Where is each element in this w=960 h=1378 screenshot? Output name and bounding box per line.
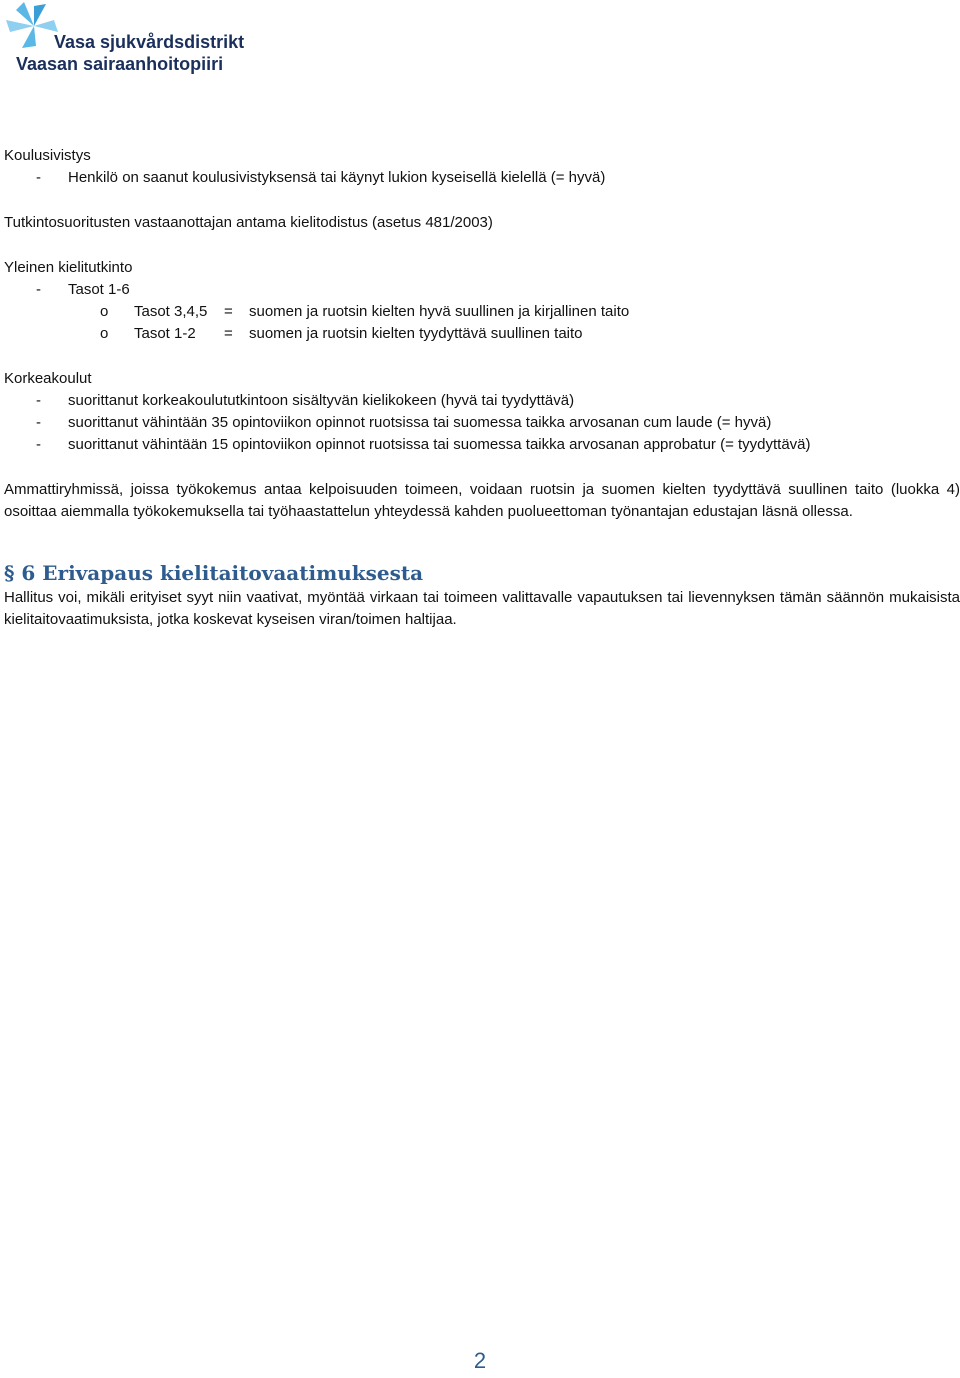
dash-bullet: - bbox=[36, 169, 41, 186]
list-item bbox=[4, 279, 960, 301]
list-item bbox=[4, 412, 960, 434]
dash-bullet: - bbox=[36, 281, 41, 298]
list-item-text: suorittanut vähintään 35 opintoviikon opinnot ruotsissa tai suomessa taikka arvosanan cum laude (= hyvä) bbox=[68, 414, 772, 431]
equals-sign: = bbox=[224, 303, 233, 320]
list-item bbox=[4, 167, 960, 189]
level-label: Tasot 3,4,5 bbox=[134, 303, 208, 320]
sub-list-item bbox=[4, 323, 960, 345]
page-number: 2 bbox=[473, 1348, 487, 1373]
heading-tutkinto: Tutkintosuoritusten vastaanottajan antama kielitodistus (asetus 481/2003) bbox=[4, 214, 493, 231]
logo-text-finnish: Vaasan sairaanhoitopiiri bbox=[16, 54, 224, 74]
section-heading-6: § 6 Erivapaus kielitaitovaatimuksesta bbox=[4, 561, 424, 585]
list-item-text: Henkilö on saanut koulusivistyksensä tai käynyt lukion kyseisellä kielellä (= hyvä) bbox=[68, 169, 606, 186]
sub-list-item bbox=[4, 301, 960, 323]
list-item-text: Tasot 1-6 bbox=[68, 281, 130, 298]
list-item bbox=[4, 390, 960, 412]
equals-sign: = bbox=[224, 325, 233, 342]
organization-logo bbox=[6, 2, 256, 74]
list-item-text: suorittanut korkeakoulututkintoon sisältyvän kielikokeen (hyvä tai tyydyttävä) bbox=[68, 392, 575, 409]
logo-text-swedish: Vasa sjukvårdsdistrikt bbox=[54, 32, 245, 52]
circle-bullet: o bbox=[100, 303, 109, 320]
list-item bbox=[4, 434, 960, 456]
level-description: suomen ja ruotsin kielten tyydyttävä suullinen taito bbox=[249, 325, 583, 342]
paragraph-ammattiryhmat: Ammattiryhmissä, joissa työkokemus antaa kelpoisuuden toimeen, voidaan ruotsin ja suomen kielten tyydyttävä suullinen taito (luokka 4) osoittaa aiemmalla työkokemuksella tai työhaastattelun yhteydessä kahden puolueettoman työnantajan edustajan läsnä ollessa. bbox=[4, 481, 960, 520]
heading-korkeakoulut: Korkeakoulut bbox=[4, 370, 92, 387]
paragraph-erivapaus: Hallitus voi, mikäli erityiset syyt niin vaativat, myöntää virkaan tai toimeen valittavalle vapautuksen tai lievennyksen tämän säännön mukaisista kielitaitovaatimuksista, jotka koskevat kyseisen viran/toimen haltijaa. bbox=[4, 589, 960, 628]
dash-bullet: - bbox=[36, 414, 41, 431]
dash-bullet: - bbox=[36, 392, 41, 409]
level-description: suomen ja ruotsin kielten hyvä suullinen ja kirjallinen taito bbox=[249, 303, 630, 320]
dash-bullet: - bbox=[36, 436, 41, 453]
list-item-text: suorittanut vähintään 15 opintoviikon opinnot ruotsissa tai suomessa taikka arvosanan approbatur (= tyydyttävä) bbox=[68, 436, 811, 453]
circle-bullet: o bbox=[100, 325, 109, 342]
heading-yleinen-kielitutkinto: Yleinen kielitutkinto bbox=[4, 259, 133, 276]
level-label: Tasot 1-2 bbox=[134, 325, 196, 342]
document-body bbox=[4, 145, 960, 631]
heading-koulusivistys: Koulusivistys bbox=[4, 147, 91, 164]
